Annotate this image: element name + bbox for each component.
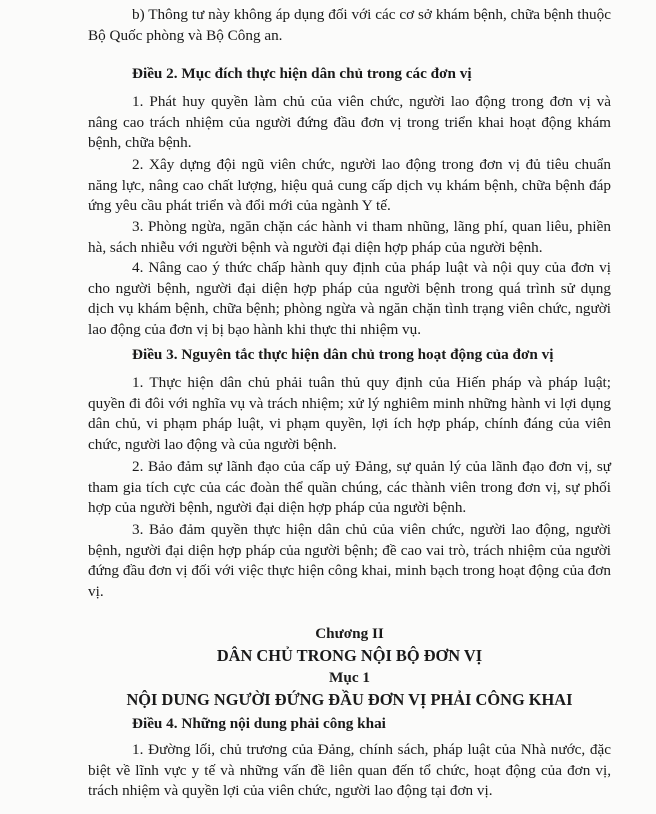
article-3-clause-3: 3. Bảo đảm quyền thực hiện dân chủ của viên chức, người lao động, người bệnh, người đại diện hợp pháp của người bệnh; đề cao vai trò, trách nhiệm của người đứng đầu đơn vị đối với việc thực hiện công khai, minh bạch trong hoạt động của đơn vị. xyxy=(88,521,611,600)
article-3-clause-2: 2. Bảo đảm sự lãnh đạo của cấp uỷ Đảng, sự quản lý của lãnh đạo đơn vị, sự tham gia tích cực của các đoàn thể quần chúng, các thành viên trong đơn vị, sự phối hợp của người bệnh, người đại diện hợp pháp của người bệnh. xyxy=(88,458,611,516)
article-2-clause-3: 3. Phòng ngừa, ngăn chặn các hành vi tham nhũng, lãng phí, quan liêu, phiền hà, sách nhiễu với người bệnh và người đại diện hợp pháp của người bệnh. xyxy=(88,218,611,256)
article-2-heading: Điều 2. Mục đích thực hiện dân chủ trong các đơn vị xyxy=(132,65,472,82)
section-title: NỘI DUNG NGƯỜI ĐỨNG ĐẦU ĐƠN VỊ PHẢI CÔNG KHAI xyxy=(126,690,573,709)
chapter-title: DÂN CHỦ TRONG NỘI BỘ ĐƠN VỊ xyxy=(216,646,483,665)
article-3-clause-1: 1. Thực hiện dân chủ phải tuân thủ quy định của Hiến pháp và pháp luật; quyền đi đôi với nghĩa vụ và trách nhiệm; xử lý nghiêm minh những hành vi lợi dụng dân chủ, vi phạm pháp luật, vi phạm quyền, lợi ích hợp pháp, chính đáng của viên chức, người lao động và của người bệnh. xyxy=(88,374,611,453)
chapter-label: Chương II xyxy=(315,625,384,642)
article-2-clause-4: 4. Nâng cao ý thức chấp hành quy định của pháp luật và nội quy của đơn vị cho người bệnh, người đại diện hợp pháp của người bệnh trong quá trình sử dụng dịch vụ khám bệnh, chữa bệnh; phòng ngừa và ngăn chặn tình trạng viên chức, người lao động của đơn vị bị bạo hành khi thực thi nhiệm vụ. xyxy=(88,259,611,338)
article-2-clause-1: 1. Phát huy quyền làm chủ của viên chức, người lao động trong đơn vị và nâng cao trách nhiệm của người đứng đầu đơn vị trong triển khai hoạt động khám bệnh, chữa bệnh. xyxy=(88,93,611,151)
article-3-heading: Điều 3. Nguyên tắc thực hiện dân chủ trong hoạt động của đơn vị xyxy=(132,346,554,363)
paragraph-scope-exclusion: b) Thông tư này không áp dụng đối với các cơ sở khám bệnh, chữa bệnh thuộc Bộ Quốc phòng và Bộ Công an. xyxy=(88,6,611,44)
article-4-heading: Điều 4. Những nội dung phải công khai xyxy=(132,715,386,732)
article-4-clause-1: 1. Đường lối, chủ trương của Đảng, chính sách, pháp luật của Nhà nước, đặc biệt về lĩnh vực y tế và những vấn đề liên quan đến tổ chức, hoạt động của đơn vị, trách nhiệm và quyền lợi của viên chức, người lao động tại đơn vị. xyxy=(88,741,611,799)
section-label: Mục 1 xyxy=(329,669,370,686)
article-2-clause-2: 2. Xây dựng đội ngũ viên chức, người lao động trong đơn vị đủ tiêu chuẩn năng lực, nâng cao chất lượng, hiệu quả cung cấp dịch vụ khám bệnh, chữa bệnh đáp ứng yêu cầu phát triển và đổi mới của ngành Y tế. xyxy=(88,156,611,214)
